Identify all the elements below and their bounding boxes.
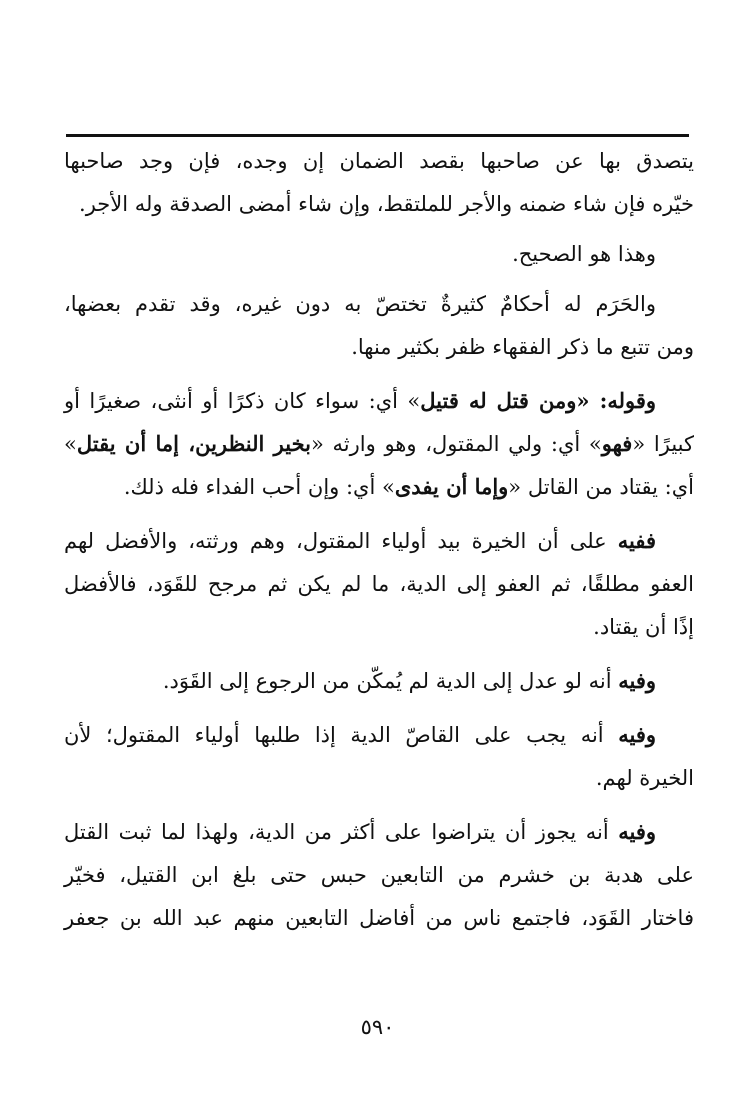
commentary: أنه يجب على القاصّ الدية إذا طلبها أولياء المقتول؛ لأن (64, 723, 619, 747)
hadith-phrase: بخير النظرين، إما أن يقتل (76, 431, 311, 456)
text-line: يتصدق بها عن صاحبها بقصد الضمان إن وجده، فإن وجد صاحبها (64, 149, 694, 173)
text-line: والحَرَم له أحكامٌ كثيرةٌ تختصّ به دون غيره، وقد تقدم بعضها، (64, 292, 656, 316)
text-line (64, 817, 694, 847)
text-line (64, 720, 694, 750)
text-line: الخيرة لهم. (595, 766, 694, 790)
body-text (64, 146, 694, 933)
text-line (64, 472, 694, 502)
text-line (64, 429, 694, 459)
text-line: خيّره فإن شاء ضمنه والأجر للملتقط، وإن شاء أمضى الصدقة وله الأجر. (79, 192, 694, 216)
text-line: على هدبة بن خشرم من التابعين حبس حتى بلغ ابن القتيل، فخيّر (64, 863, 694, 887)
lesson-keyword: وفيه (618, 668, 656, 693)
commentary: كبيرًا « (632, 432, 694, 456)
paragraph-4 (64, 386, 694, 502)
lesson-keyword: وفيه (618, 722, 656, 747)
text-line (64, 526, 694, 556)
text-line: فاختار القَوَد، فاجتمع ناس من أفاضل التابعين منهم عبد الله بن جعفر (64, 906, 694, 930)
paragraph-3 (64, 289, 694, 362)
commentary: أنه يجوز أن يتراضوا على أكثر من الدية، ولهذا لما ثبت القتل (64, 820, 619, 844)
text-line (64, 386, 694, 416)
header-rule (66, 134, 689, 137)
text-line: ومن تتبع ما ذكر الفقهاء ظفر بكثير منها. (351, 335, 694, 359)
page-number: ٥٩٠ (360, 1015, 395, 1039)
quote-intro: وقوله: « (576, 388, 657, 413)
paragraph-8 (64, 817, 694, 933)
text-line: العفو مطلقًا، ثم العفو إلى الدية، ما لم يكن ثم مرجح للقَوَد، فالأفضل (64, 572, 694, 596)
paragraph-1 (64, 146, 694, 219)
paragraph-7 (64, 720, 694, 793)
commentary: » (64, 432, 77, 456)
lesson-keyword: وفيه (618, 819, 656, 844)
paragraph-5 (64, 526, 694, 642)
text-line: إذًا أن يقتاد. (593, 615, 694, 639)
paragraph-6 (64, 666, 694, 696)
commentary: أي: يقتاد من القاتل « (508, 475, 694, 499)
commentary: أنه لو عدل إلى الدية لم يُمكّن من الرجوع إلى القَوَد. (162, 669, 619, 693)
paragraph-2 (64, 239, 694, 269)
text-line (64, 666, 694, 696)
commentary: على أن الخيرة بيد أولياء المقتول، وهم ورثته، والأفضل لهم (64, 529, 618, 553)
hadith-phrase: وإما أن يفدى (394, 474, 509, 499)
lesson-keyword: ففيه (617, 528, 656, 553)
commentary: » أي: ولي المقتول، وهو وارثه « (310, 432, 602, 456)
commentary: » أي: وإن أحب الفداء فله ذلك. (123, 475, 395, 499)
hadith-phrase: فهو (601, 431, 633, 456)
commentary: » أي: سواء كان ذكرًا أو أنثى، صغيرًا أو (64, 389, 421, 413)
text-line: وهذا هو الصحيح. (512, 242, 656, 266)
hadith-phrase: ومن قتل له قتيل (420, 388, 577, 413)
